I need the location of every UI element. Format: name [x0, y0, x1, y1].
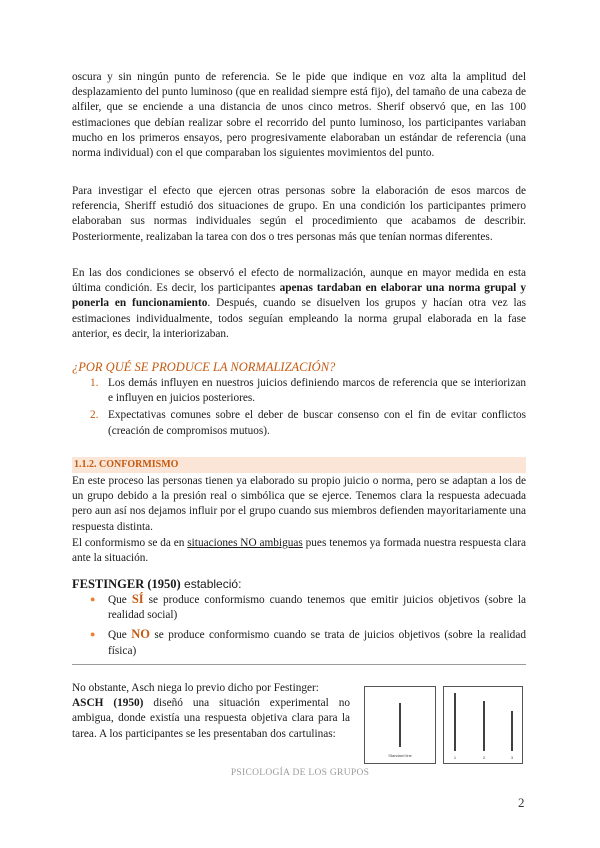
keyword-si: SÍ [131, 592, 144, 606]
text-run: No obstante, Asch niega lo previo dicho por Festinger: [72, 682, 319, 694]
list-number: 1. [90, 377, 99, 389]
comparison-label-1: 1 [453, 755, 457, 760]
list-item [72, 376, 526, 406]
comparison-label-2: 2 [482, 755, 486, 760]
list-item [72, 592, 526, 623]
list-item [72, 627, 526, 658]
bullet-icon: ● [90, 594, 96, 604]
text-run: En las dos condiciones se observó el efecto de normalización, aunque en mayor medida en esta última condición. Es decir, los participantes [72, 267, 526, 295]
comparison-lines-drawing [444, 687, 522, 763]
list-number: 2. [90, 409, 99, 422]
bullet-icon: ● [90, 629, 96, 640]
author-name: FESTINGER (1950) [72, 577, 181, 591]
horizontal-divider [72, 664, 526, 665]
festinger-bullets [72, 592, 526, 663]
bold-run: apenas tardaban en elaborar una norma grupal y ponerla en funcionamiento [72, 282, 526, 310]
standard-line-drawing [365, 687, 435, 763]
list-text [108, 592, 526, 623]
text-run: estableció: [180, 577, 242, 591]
comparison-label-3: 3 [510, 755, 514, 760]
paragraph-sherif-procedure: oscura y sin ningún punto de referencia. Se le pide que indique en voz alta la amplitud del desplazamiento del punto luminoso (que en realidad siempre está fijo), del tamaño de una cabeza de alfiler, que se enciende a una distancia de unos cinco metros. Sherif observó que, en las 100 estimaciones que debían realizar sobre el recorrido del punto luminoso, los participantes variaban mucho en los primeros ensayos, pero progresivamente elaboraban un estándar de referencia (una norma individual) con el que comparaban los siguientes movimientos del punto. [72, 71, 526, 160]
standard-line-card [364, 686, 436, 764]
text-run: se produce conformismo cuando se trata de juicios objetivos (sobre la realidad física) [108, 629, 526, 657]
festinger-heading [72, 577, 241, 592]
text-run: pues tenemos ya formada nuestra respuesta clara ante la situación. [72, 537, 526, 565]
text-run: se produce conformismo cuando tenemos que emitir juicios objetivos (sobre la realidad social) [108, 594, 526, 622]
list-text: Expectativas comunes sobre el deber de buscar consenso con el fin de evitar conflictos (creación de compromisos mutuos). [108, 409, 526, 437]
paragraph-conformismo-situations [72, 536, 526, 566]
paragraph-asch [72, 681, 350, 742]
standard-line-label: Standard line [388, 753, 412, 758]
underlined-run: situaciones NO ambiguas [187, 537, 303, 549]
footer-title: PSICOLOGÍA DE LOS GRUPOS [230, 768, 370, 778]
paragraph-sherif-group: Para investigar el efecto que ejercen otras personas sobre la elaboración de esos marcos de referencia, Sheriff estudió dos situaciones de grupo. En una condición los participantes primero elaboraban sus normas individuales según el procedimiento que acabamos de describir. Posteriormente, realizaban la tarea con dos o tres personas más que tenían normas diferentes. [72, 185, 526, 243]
comparison-lines-card [443, 686, 523, 764]
keyword-no: NO [131, 627, 150, 642]
list-text [108, 627, 526, 658]
text-run: El conformismo se da en [72, 537, 188, 549]
text-run: . Después, cuando se disuelven los grupos y hacían otra vez las estimaciones individualmente, todos seguían empleando la norma grupal elaborada en la fase anterior, es decir, la interiorizaban. [72, 297, 526, 340]
author-name: ASCH (1950) [72, 697, 144, 710]
text-run: diseñó una situación experimental no ambigua, donde existía una respuesta objetiva clara para la tarea. A los participantes se les presentaban dos cartulinas: [72, 697, 350, 740]
page-number: 2 [518, 795, 525, 810]
paragraph-normalization-effect [72, 266, 526, 342]
section-title-conformismo: 1.1.2. CONFORMISMO [72, 457, 526, 473]
reasons-list [72, 376, 526, 441]
text-run: Que [108, 594, 132, 606]
list-item [72, 408, 526, 438]
list-text: Los demás influyen en nuestros juicios definiendo marcos de referencia que se interiorizan e influyen en juicios posteriores. [108, 377, 526, 405]
paragraph-conformismo-definition: En este proceso las personas tienen ya elaborado su propio juicio o norma, pero se adaptan a los de un grupo debido a la presión real o simbólica que se ejerce. Tenemos clara la respuesta adecuada pero aun así nos dejamos influir por el grupo cuando sus miembros defienden mayoritariamente una respuesta distinta. [72, 475, 526, 533]
text-run: Que [108, 629, 132, 642]
heading-why-normalization: ¿POR QUÉ SE PRODUCE LA NORMALIZACIÓN? [72, 360, 336, 374]
